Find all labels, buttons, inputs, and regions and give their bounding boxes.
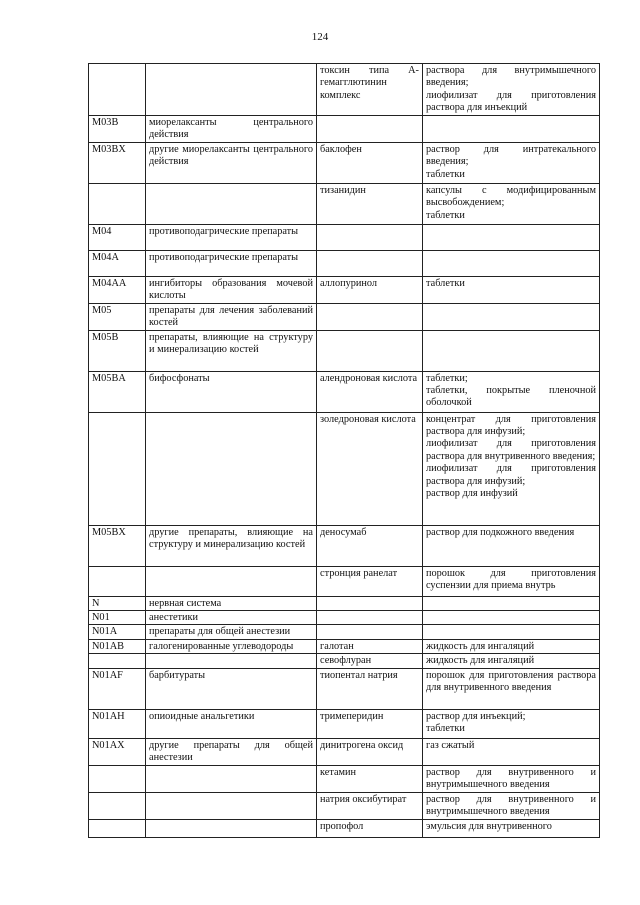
page-number: 124 — [311, 31, 329, 43]
dosage-forms-cell — [423, 525, 600, 566]
dosage-form-text: таблетки — [426, 723, 465, 735]
drug-name-cell — [317, 251, 423, 277]
dosage-forms-cell — [423, 596, 600, 610]
drug-name-cell — [317, 330, 423, 371]
table-row — [89, 64, 600, 116]
atc-group-cell — [146, 184, 317, 225]
table-row — [89, 611, 600, 625]
dosage-forms-cell — [423, 611, 600, 625]
atc-group-cell: ингибиторы образования мочевой кислоты — [146, 277, 317, 304]
atc-group-cell: другие препараты, влияющие на структуру и минерализацию костей — [146, 525, 317, 566]
atc-code-cell: M05 — [89, 303, 146, 330]
atc-code-cell — [89, 792, 146, 819]
atc-group-cell: другие миорелаксанты центрального действия — [146, 143, 317, 184]
dosage-forms-cell — [423, 303, 600, 330]
drug-name-cell: алендроновая кислота — [317, 371, 423, 412]
dosage-form-text: лиофилизат для приготовления раствора для инъекций — [426, 89, 596, 114]
dosage-form-text: раствор для внутривенного и внутримышечного введения — [426, 766, 596, 791]
table-row — [89, 251, 600, 277]
dosage-form-text: раствор для подкожного введения — [426, 526, 575, 538]
table-row — [89, 303, 600, 330]
drug-name-cell — [317, 625, 423, 639]
drug-name-cell: севофлуран — [317, 654, 423, 668]
drug-name-cell — [317, 225, 423, 251]
atc-code-cell: M04AA — [89, 277, 146, 304]
dosage-forms-cell — [423, 566, 600, 596]
table-row — [89, 639, 600, 653]
atc-code-cell: N — [89, 596, 146, 610]
atc-code-cell: M03B — [89, 116, 146, 143]
table-row — [89, 525, 600, 566]
atc-group-cell — [146, 792, 317, 819]
table-row — [89, 566, 600, 596]
table-row — [89, 277, 600, 304]
atc-group-cell: препараты для общей анестезии — [146, 625, 317, 639]
table-row — [89, 225, 600, 251]
drug-name-cell — [317, 611, 423, 625]
dosage-form-text: газ сжатый — [426, 739, 475, 751]
dosage-form-text: раствор для внутривенного и внутримышечного введения — [426, 793, 596, 818]
atc-code-cell: N01AH — [89, 709, 146, 738]
drug-name-cell: динитрогена оксид — [317, 738, 423, 765]
table-row — [89, 412, 600, 525]
dosage-forms-cell — [423, 819, 600, 837]
table-row — [89, 330, 600, 371]
drug-name-cell: стронция ранелат — [317, 566, 423, 596]
dosage-forms-cell — [423, 371, 600, 412]
dosage-form-text: таблетки — [426, 278, 465, 289]
table-row — [89, 668, 600, 709]
atc-group-cell: другие препараты для общей анестезии — [146, 738, 317, 765]
dosage-form-text: таблетки — [426, 168, 465, 180]
atc-group-cell: препараты для лечения заболеваний костей — [146, 303, 317, 330]
dosage-form-text: таблетки — [426, 209, 465, 221]
dosage-forms-cell — [423, 64, 600, 116]
dosage-form-text: лиофилизат для приготовления раствора для инфузий; — [426, 463, 596, 487]
dosage-forms-cell — [423, 792, 600, 819]
table-row — [89, 625, 600, 639]
atc-code-cell: N01AX — [89, 738, 146, 765]
atc-code-cell — [89, 566, 146, 596]
table-row — [89, 184, 600, 225]
drug-name-cell: баклофен — [317, 143, 423, 184]
atc-group-cell: барбитураты — [146, 668, 317, 709]
dosage-forms-cell — [423, 765, 600, 792]
dosage-form-text: жидкость для ингаляций — [426, 640, 535, 652]
atc-group-cell: опиоидные анальгетики — [146, 709, 317, 738]
atc-group-cell — [146, 64, 317, 116]
drug-name-cell: токсин типа A-гемагглютинин комплекс — [317, 64, 423, 116]
dosage-form-text: капсулы с модифицированным высвобождением; — [426, 185, 596, 209]
dosage-forms-cell — [423, 143, 600, 184]
atc-code-cell — [89, 184, 146, 225]
dosage-forms-cell — [423, 412, 600, 525]
dosage-forms-cell — [423, 251, 600, 277]
table-row — [89, 371, 600, 412]
table-row — [89, 116, 600, 143]
atc-code-cell: M04A — [89, 251, 146, 277]
atc-code-cell: N01A — [89, 625, 146, 639]
drug-name-cell: пропофол — [317, 819, 423, 837]
atc-group-cell: бифосфонаты — [146, 371, 317, 412]
drug-name-cell: натрия оксибутират — [317, 792, 423, 819]
atc-code-cell: M04 — [89, 225, 146, 251]
table-row — [89, 738, 600, 765]
drug-name-cell: тримеперидин — [317, 709, 423, 738]
dosage-form-text: таблетки, покрытые пленочной оболочкой — [426, 385, 596, 409]
dosage-forms-cell — [423, 668, 600, 709]
atc-code-cell — [89, 654, 146, 668]
atc-code-cell — [89, 819, 146, 837]
dosage-form-text: таблетки; — [426, 372, 468, 384]
atc-group-cell — [146, 412, 317, 525]
atc-group-cell: противоподагрические препараты — [146, 225, 317, 251]
drug-list-table — [88, 63, 600, 838]
drug-name-cell — [317, 303, 423, 330]
atc-code-cell: N01AF — [89, 668, 146, 709]
atc-code-cell — [89, 412, 146, 525]
drug-name-cell: галотан — [317, 639, 423, 653]
dosage-forms-cell — [423, 625, 600, 639]
dosage-forms-cell — [423, 277, 600, 304]
dosage-forms-cell — [423, 330, 600, 371]
table-row — [89, 654, 600, 668]
atc-group-cell — [146, 654, 317, 668]
dosage-forms-cell — [423, 709, 600, 738]
dosage-form-text: жидкость для ингаляций — [426, 655, 535, 667]
atc-code-cell: M05BX — [89, 525, 146, 566]
table-row — [89, 596, 600, 610]
atc-group-cell — [146, 819, 317, 837]
atc-code-cell — [89, 765, 146, 792]
atc-code-cell: N01 — [89, 611, 146, 625]
atc-code-cell: M05B — [89, 330, 146, 371]
atc-group-cell: галогенированные углеводороды — [146, 639, 317, 653]
atc-group-cell: нервная система — [146, 596, 317, 610]
dosage-forms-cell — [423, 639, 600, 653]
dosage-forms-cell — [423, 654, 600, 668]
atc-group-cell: анестетики — [146, 611, 317, 625]
drug-name-cell: кетамин — [317, 765, 423, 792]
atc-code-cell: N01AB — [89, 639, 146, 653]
drug-name-cell — [317, 596, 423, 610]
atc-group-cell — [146, 765, 317, 792]
dosage-form-text: порошок для приготовления раствора для внутривенного введения — [426, 669, 596, 694]
drug-name-cell — [317, 116, 423, 143]
dosage-form-text: концентрат для приготовления раствора для инфузий; — [426, 413, 596, 438]
drug-name-cell: тиопентал натрия — [317, 668, 423, 709]
dosage-form-text: раствор для инфузий — [426, 488, 518, 500]
dosage-form-text: раствор для интратекального введения; — [426, 144, 596, 168]
atc-group-cell: противоподагрические препараты — [146, 251, 317, 277]
dosage-forms-cell — [423, 116, 600, 143]
dosage-form-text: лиофилизат для приготовления раствора для внутривенного введения; — [426, 438, 596, 462]
drug-name-cell: аллопуринол — [317, 277, 423, 304]
dosage-form-text: раствора для внутримышечного введения; — [426, 65, 596, 89]
atc-group-cell — [146, 566, 317, 596]
dosage-forms-cell — [423, 184, 600, 225]
table-row — [89, 819, 600, 837]
dosage-forms-cell — [423, 738, 600, 765]
table-row — [89, 792, 600, 819]
table-row — [89, 709, 600, 738]
atc-group-cell: миорелаксанты центрального действия — [146, 116, 317, 143]
table-row — [89, 765, 600, 792]
atc-code-cell: M03BX — [89, 143, 146, 184]
dosage-form-text: раствор для инъекций; — [426, 710, 526, 722]
atc-group-cell: препараты, влияющие на структуру и минерализацию костей — [146, 330, 317, 371]
atc-code-cell — [89, 64, 146, 116]
drug-name-cell: тизанидин — [317, 184, 423, 225]
table-row — [89, 143, 600, 184]
drug-name-cell: деносумаб — [317, 525, 423, 566]
dosage-form-text: порошок для приготовления суспензии для приема внутрь — [426, 567, 596, 592]
dosage-forms-cell — [423, 225, 600, 251]
dosage-form-text: эмульсия для внутривенного — [426, 820, 552, 832]
atc-code-cell: M05BA — [89, 371, 146, 412]
drug-name-cell: золедроновая кислота — [317, 412, 423, 525]
